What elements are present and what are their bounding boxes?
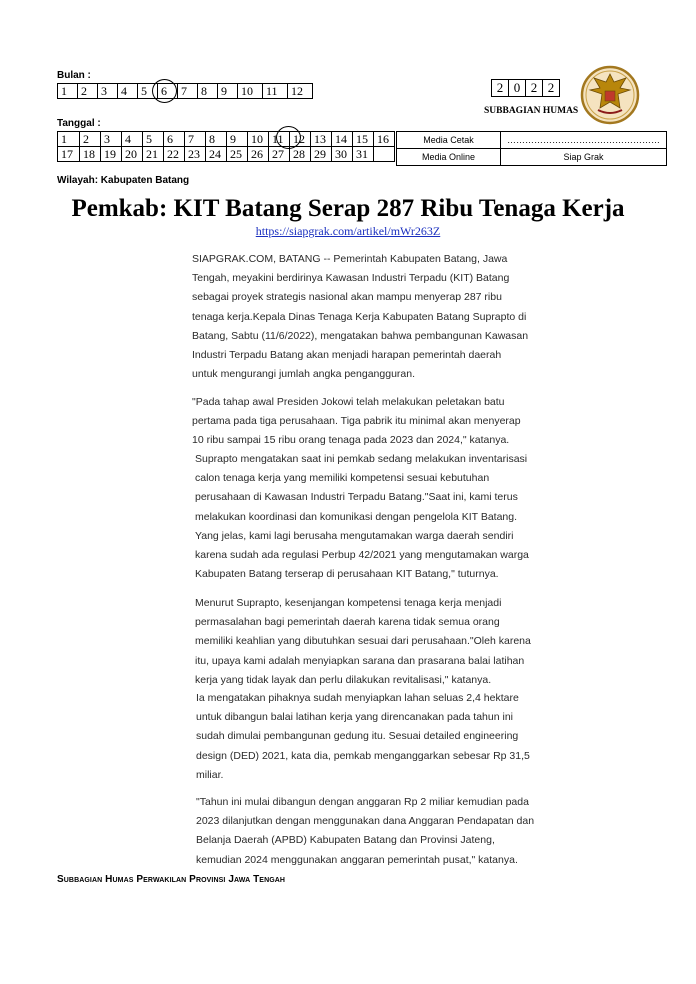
article-title: Pemkab: KIT Batang Serap 287 Ribu Tenaga Kerja [71,195,625,222]
article-line: kerja yang tidak layak dan perlu dilakukan revitalisasi," katanya. [195,673,492,686]
grid-cell: 6 [164,132,185,147]
grid-cell: 12 [290,132,311,147]
date-row [58,147,395,162]
grid-cell: 14 [332,132,353,147]
article-paragraph [196,793,534,870]
grid-cell: 12 [288,84,313,99]
date-row [58,132,395,147]
article-line: Industri Terpadu Batang akan menjadi harapan pemerintah daerah [192,349,502,362]
grid-cell: 10 [238,84,263,99]
grid-cell [374,147,395,162]
article-line: calon tenaga kerja yang memiliki kompetensi sesuai kebutuhan [195,472,490,485]
article-line: untuk mengurangi jumlah angka pengangguran. [192,368,415,381]
grid-cell: 7 [185,132,206,147]
media-online-value: Siap Grak [501,149,667,166]
grid-cell: 11 [269,132,290,147]
article-paragraph [192,250,528,384]
article-line: "Tahun ini mulai dibangun dengan anggaran Rp 2 miliar kemudian pada [196,796,529,808]
date-grid [57,131,395,162]
selected-date-circle [276,126,301,149]
grid-cell: 28 [290,147,311,162]
article-line: Suprapto mengatakan saat ini pemkab sedang melakukan inventarisasi [195,453,528,465]
grid-cell: 23 [185,147,206,162]
article-line: Belanja Daerah (APBD) Kabupaten Batang dan Provinsi Jateng, [196,834,495,847]
article-line: permasalahan bagi pemerintah daerah karena tidak semua orang [195,616,500,629]
grid-cell: 6 [158,84,178,99]
grid-cell: 10 [248,132,269,147]
grid-cell: 5 [143,132,164,147]
year-boxes [491,79,560,97]
bulan-label: Bulan : [57,70,91,81]
grid-cell: 27 [269,147,290,162]
article-line: Menurut Suprapto, kesenjangan kompetensi tenaga kerja menjadi [195,597,502,609]
grid-cell: 21 [143,147,164,162]
grid-cell: 31 [353,147,374,162]
article-line: miliar. [196,768,224,781]
grid-cell: 4 [118,84,138,99]
grid-cell: 16 [374,132,395,147]
media-cetak-label: Media Cetak [397,132,501,149]
article-line: SIAPGRAK.COM, BATANG -- Pemerintah Kabupaten Batang, Jawa [192,253,508,265]
grid-cell: 1 [58,132,80,147]
media-table [396,131,667,166]
article-line: "Pada tahap awal Presiden Jokowi telah melakukan peletakan batu [192,396,505,408]
grid-cell: 4 [122,132,143,147]
article-line: 10 ribu sampai 15 ribu orang tenaga pada 2023 dan 2024," katanya. [192,434,510,447]
article-line: sudah dimulai pembangunan gedung itu. Sesuai detailed engineering [196,730,519,743]
article-paragraph [195,450,529,584]
garuda-emblem-icon [580,64,640,126]
grid-cell: 1 [58,84,78,99]
selected-month-circle [152,79,177,103]
article-line: tenaga kerja.Kepala Dinas Tenaga Kerja Kabupaten Batang Suprapto di [192,310,527,323]
article-line: karena sudah ada regulasi Perbup 42/2021 yang mengutamakan warga [195,549,529,562]
grid-cell: 26 [248,147,269,162]
grid-cell: 15 [353,132,374,147]
grid-cell: 22 [164,147,185,162]
grid-cell: 3 [98,84,118,99]
year-digit: 0 [509,80,526,97]
grid-cell: 29 [311,147,332,162]
article-line: untuk dibangun balai latihan kerja yang direncanakan pada tahun ini [196,711,513,724]
grid-cell: 2 [80,132,101,147]
grid-cell: 17 [58,147,80,162]
article-line: Ia mengatakan pihaknya sudah menyiapkan lahan seluas 2,4 hektare [196,692,519,704]
article-line: memiliki keahlian yang dibutuhkan sesuai dari perusahaan."Oleh karena [195,635,531,648]
grid-cell: 7 [178,84,198,99]
grid-cell: 25 [227,147,248,162]
article-line: design (DED) 2021, kata dia, pemkab menganggarkan sebesar Rp 31,5 [196,749,530,762]
article-line: itu, upaya kami adalah menyiapkan sarana dan prasarana balai latihan [195,654,525,667]
year-digit: 2 [526,80,543,97]
year-digit: 2 [492,80,509,97]
wilayah-label: Wilayah: Kabupaten Batang [57,175,190,186]
article-paragraph [195,594,531,690]
article-line: pertama pada tiga perusahaan. Tiga pabrik itu minimal akan menyerap [192,415,521,428]
media-cetak-value: …………………………………………… [501,132,667,149]
article-paragraph [196,689,530,785]
article-line: 2023 dilanjutkan dengan menggunakan dana Anggaran Pendapatan dan [196,815,535,828]
month-row [58,84,313,99]
media-online-label: Media Online [397,149,501,166]
grid-cell: 30 [332,147,353,162]
grid-cell: 13 [311,132,332,147]
grid-cell: 9 [218,84,238,99]
grid-cell: 9 [227,132,248,147]
tanggal-label: Tanggal : [57,118,101,129]
article-line: Yang jelas, kami lagi berusaha mengutamakan warga daerah sendiri [195,529,514,542]
article-line: perusahaan di Kawasan Industri Terpadu Batang."Saat ini, kami terus [195,491,518,504]
article-line: sebagai proyek strategis nasional akan mampu menyerap 287 ribu [192,291,502,304]
grid-cell: 18 [80,147,101,162]
grid-cell: 5 [138,84,158,99]
grid-cell: 19 [101,147,122,162]
grid-cell: 20 [122,147,143,162]
grid-cell: 2 [78,84,98,99]
article-paragraph [192,393,521,451]
department-label: SUBBAGIAN HUMAS [484,106,579,116]
grid-cell: 11 [263,84,288,99]
grid-cell: 24 [206,147,227,162]
article-line: kemudian 2024 menggunakan anggaran pemerintah pusat," katanya. [196,853,518,866]
month-grid [57,83,313,99]
footer-label: Subbagian Humas Perwakilan Provinsi Jawa Tengah [57,874,286,885]
year-digit: 2 [543,80,560,97]
article-line: melakukan koordinasi dan komunikasi dengan pengelola KIT Batang. [195,510,518,523]
article-line: Tengah, meyakini berdirinya Kawasan Industri Terpadu (KIT) Batang [192,272,510,285]
grid-cell: 8 [198,84,218,99]
article-line: Kabupaten Batang terserap di perusahaan KIT Batang," tuturnya. [195,568,499,581]
article-line: Batang, Sabtu (11/6/2022), mengatakan bahwa pembangunan Kawasan [192,329,529,342]
grid-cell: 8 [206,132,227,147]
article-link[interactable]: https://siapgrak.com/artikel/mWr263Z [255,224,441,238]
grid-cell: 3 [101,132,122,147]
